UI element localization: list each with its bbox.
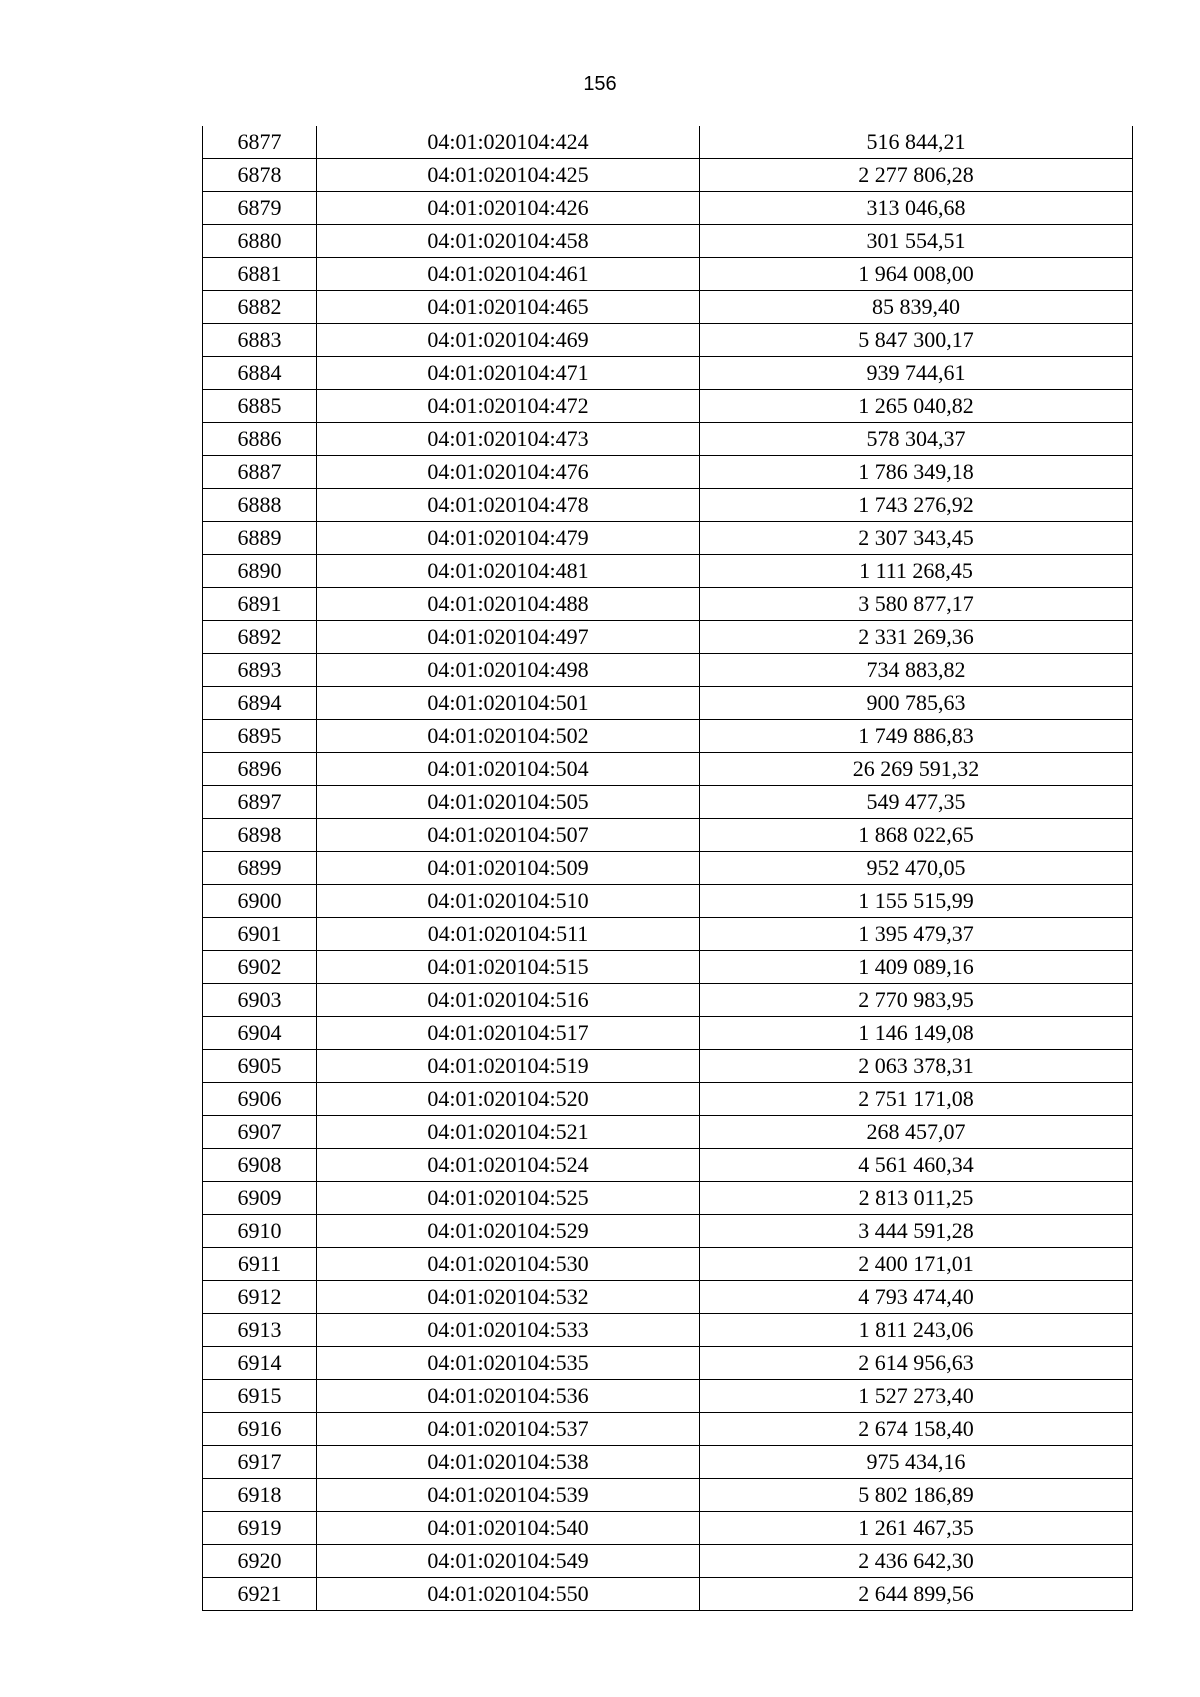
value-cell: 2 770 983,95 <box>700 984 1133 1017</box>
row-number-cell: 6896 <box>203 753 317 786</box>
value-cell: 1 261 467,35 <box>700 1512 1133 1545</box>
cadastral-number-cell: 04:01:020104:507 <box>317 819 700 852</box>
row-number-cell: 6883 <box>203 324 317 357</box>
cadastral-number-cell: 04:01:020104:501 <box>317 687 700 720</box>
value-cell: 3 580 877,17 <box>700 588 1133 621</box>
row-number-cell: 6888 <box>203 489 317 522</box>
row-number-cell: 6893 <box>203 654 317 687</box>
cadastral-number-cell: 04:01:020104:478 <box>317 489 700 522</box>
row-number-cell: 6892 <box>203 621 317 654</box>
row-number-cell: 6912 <box>203 1281 317 1314</box>
row-number-cell: 6914 <box>203 1347 317 1380</box>
value-cell: 952 470,05 <box>700 852 1133 885</box>
table-row <box>203 1413 1133 1446</box>
table-row <box>203 522 1133 555</box>
cadastral-number-cell: 04:01:020104:537 <box>317 1413 700 1446</box>
value-cell: 975 434,16 <box>700 1446 1133 1479</box>
row-number-cell: 6898 <box>203 819 317 852</box>
cadastral-number-cell: 04:01:020104:458 <box>317 225 700 258</box>
value-cell: 2 400 171,01 <box>700 1248 1133 1281</box>
table-row <box>203 258 1133 291</box>
cadastral-number-cell: 04:01:020104:510 <box>317 885 700 918</box>
table-row <box>203 951 1133 984</box>
row-number-cell: 6878 <box>203 159 317 192</box>
row-number-cell: 6915 <box>203 1380 317 1413</box>
table-row <box>203 1149 1133 1182</box>
table-row <box>203 819 1133 852</box>
cadastral-number-cell: 04:01:020104:461 <box>317 258 700 291</box>
cadastral-number-cell: 04:01:020104:550 <box>317 1578 700 1611</box>
value-cell: 2 063 378,31 <box>700 1050 1133 1083</box>
table-row <box>203 357 1133 390</box>
row-number-cell: 6897 <box>203 786 317 819</box>
cadastral-number-cell: 04:01:020104:520 <box>317 1083 700 1116</box>
cadastral-number-cell: 04:01:020104:538 <box>317 1446 700 1479</box>
table-row <box>203 489 1133 522</box>
cadastral-number-cell: 04:01:020104:465 <box>317 291 700 324</box>
cadastral-number-cell: 04:01:020104:472 <box>317 390 700 423</box>
value-cell: 2 331 269,36 <box>700 621 1133 654</box>
value-cell: 2 674 158,40 <box>700 1413 1133 1446</box>
table-row <box>203 159 1133 192</box>
value-cell: 1 749 886,83 <box>700 720 1133 753</box>
row-number-cell: 6889 <box>203 522 317 555</box>
table-row <box>203 192 1133 225</box>
cadastral-number-cell: 04:01:020104:426 <box>317 192 700 225</box>
value-cell: 1 811 243,06 <box>700 1314 1133 1347</box>
value-cell: 2 751 171,08 <box>700 1083 1133 1116</box>
value-cell: 4 793 474,40 <box>700 1281 1133 1314</box>
value-cell: 939 744,61 <box>700 357 1133 390</box>
value-cell: 3 444 591,28 <box>700 1215 1133 1248</box>
cadastral-number-cell: 04:01:020104:536 <box>317 1380 700 1413</box>
table-row <box>203 720 1133 753</box>
table-row <box>203 621 1133 654</box>
table-row <box>203 1446 1133 1479</box>
row-number-cell: 6885 <box>203 390 317 423</box>
table-row <box>203 1050 1133 1083</box>
cadastral-number-cell: 04:01:020104:502 <box>317 720 700 753</box>
table-row <box>203 852 1133 885</box>
cadastral-number-cell: 04:01:020104:535 <box>317 1347 700 1380</box>
value-cell: 1 527 273,40 <box>700 1380 1133 1413</box>
table-row <box>203 753 1133 786</box>
row-number-cell: 6882 <box>203 291 317 324</box>
value-cell: 85 839,40 <box>700 291 1133 324</box>
cadastral-number-cell: 04:01:020104:539 <box>317 1479 700 1512</box>
row-number-cell: 6908 <box>203 1149 317 1182</box>
value-cell: 549 477,35 <box>700 786 1133 819</box>
row-number-cell: 6909 <box>203 1182 317 1215</box>
row-number-cell: 6917 <box>203 1446 317 1479</box>
value-cell: 2 307 343,45 <box>700 522 1133 555</box>
row-number-cell: 6905 <box>203 1050 317 1083</box>
table-row <box>203 687 1133 720</box>
cadastral-number-cell: 04:01:020104:473 <box>317 423 700 456</box>
row-number-cell: 6877 <box>203 126 317 159</box>
cadastral-number-cell: 04:01:020104:469 <box>317 324 700 357</box>
value-cell: 268 457,07 <box>700 1116 1133 1149</box>
value-cell: 26 269 591,32 <box>700 753 1133 786</box>
row-number-cell: 6879 <box>203 192 317 225</box>
cadastral-number-cell: 04:01:020104:515 <box>317 951 700 984</box>
table-body <box>203 126 1133 1611</box>
cadastral-number-cell: 04:01:020104:540 <box>317 1512 700 1545</box>
cadastral-number-cell: 04:01:020104:533 <box>317 1314 700 1347</box>
table-row <box>203 1545 1133 1578</box>
table-row <box>203 1512 1133 1545</box>
value-cell: 1 111 268,45 <box>700 555 1133 588</box>
row-number-cell: 6918 <box>203 1479 317 1512</box>
row-number-cell: 6921 <box>203 1578 317 1611</box>
row-number-cell: 6895 <box>203 720 317 753</box>
value-cell: 1 146 149,08 <box>700 1017 1133 1050</box>
value-cell: 578 304,37 <box>700 423 1133 456</box>
cadastral-number-cell: 04:01:020104:424 <box>317 126 700 159</box>
row-number-cell: 6911 <box>203 1248 317 1281</box>
row-number-cell: 6880 <box>203 225 317 258</box>
value-cell: 2 436 642,30 <box>700 1545 1133 1578</box>
cadastral-number-cell: 04:01:020104:498 <box>317 654 700 687</box>
table-container <box>202 126 1133 1611</box>
row-number-cell: 6920 <box>203 1545 317 1578</box>
cadastral-number-cell: 04:01:020104:521 <box>317 1116 700 1149</box>
row-number-cell: 6899 <box>203 852 317 885</box>
value-cell: 5 802 186,89 <box>700 1479 1133 1512</box>
value-cell: 1 395 479,37 <box>700 918 1133 951</box>
table-row <box>203 1083 1133 1116</box>
row-number-cell: 6904 <box>203 1017 317 1050</box>
cadastral-number-cell: 04:01:020104:471 <box>317 357 700 390</box>
cadastral-number-cell: 04:01:020104:549 <box>317 1545 700 1578</box>
value-cell: 2 277 806,28 <box>700 159 1133 192</box>
cadastral-number-cell: 04:01:020104:509 <box>317 852 700 885</box>
row-number-cell: 6901 <box>203 918 317 951</box>
cadastral-number-cell: 04:01:020104:532 <box>317 1281 700 1314</box>
row-number-cell: 6894 <box>203 687 317 720</box>
cadastral-number-cell: 04:01:020104:524 <box>317 1149 700 1182</box>
value-cell: 734 883,82 <box>700 654 1133 687</box>
cadastral-number-cell: 04:01:020104:425 <box>317 159 700 192</box>
row-number-cell: 6913 <box>203 1314 317 1347</box>
cadastral-number-cell: 04:01:020104:479 <box>317 522 700 555</box>
table-row <box>203 225 1133 258</box>
cadastral-number-cell: 04:01:020104:519 <box>317 1050 700 1083</box>
row-number-cell: 6919 <box>203 1512 317 1545</box>
row-number-cell: 6916 <box>203 1413 317 1446</box>
table-row <box>203 291 1133 324</box>
table-row <box>203 1248 1133 1281</box>
row-number-cell: 6902 <box>203 951 317 984</box>
cadastral-number-cell: 04:01:020104:511 <box>317 918 700 951</box>
cadastral-number-cell: 04:01:020104:530 <box>317 1248 700 1281</box>
cadastral-number-cell: 04:01:020104:516 <box>317 984 700 1017</box>
row-number-cell: 6903 <box>203 984 317 1017</box>
table-row <box>203 324 1133 357</box>
table-row <box>203 1017 1133 1050</box>
value-cell: 516 844,21 <box>700 126 1133 159</box>
table-row <box>203 1281 1133 1314</box>
row-number-cell: 6906 <box>203 1083 317 1116</box>
value-cell: 4 561 460,34 <box>700 1149 1133 1182</box>
value-cell: 1 964 008,00 <box>700 258 1133 291</box>
row-number-cell: 6907 <box>203 1116 317 1149</box>
table-row <box>203 1380 1133 1413</box>
table-row <box>203 984 1133 1017</box>
row-number-cell: 6884 <box>203 357 317 390</box>
value-cell: 2 813 011,25 <box>700 1182 1133 1215</box>
value-cell: 1 743 276,92 <box>700 489 1133 522</box>
cadastral-number-cell: 04:01:020104:505 <box>317 786 700 819</box>
value-cell: 1 265 040,82 <box>700 390 1133 423</box>
table-row <box>203 456 1133 489</box>
table-row <box>203 918 1133 951</box>
cadastral-number-cell: 04:01:020104:504 <box>317 753 700 786</box>
table-row <box>203 1182 1133 1215</box>
cadastral-number-cell: 04:01:020104:488 <box>317 588 700 621</box>
value-cell: 313 046,68 <box>700 192 1133 225</box>
value-cell: 2 644 899,56 <box>700 1578 1133 1611</box>
row-number-cell: 6891 <box>203 588 317 621</box>
cadastral-number-cell: 04:01:020104:517 <box>317 1017 700 1050</box>
table-row <box>203 1215 1133 1248</box>
row-number-cell: 6886 <box>203 423 317 456</box>
table-row <box>203 885 1133 918</box>
value-cell: 1 868 022,65 <box>700 819 1133 852</box>
row-number-cell: 6890 <box>203 555 317 588</box>
table-row <box>203 555 1133 588</box>
value-cell: 1 155 515,99 <box>700 885 1133 918</box>
cadastral-number-cell: 04:01:020104:525 <box>317 1182 700 1215</box>
page-number: 156 <box>583 73 617 95</box>
value-cell: 2 614 956,63 <box>700 1347 1133 1380</box>
cadastral-number-cell: 04:01:020104:497 <box>317 621 700 654</box>
row-number-cell: 6881 <box>203 258 317 291</box>
table-row <box>203 390 1133 423</box>
table-row <box>203 126 1133 159</box>
value-cell: 1 786 349,18 <box>700 456 1133 489</box>
cadastral-number-cell: 04:01:020104:481 <box>317 555 700 588</box>
cadastral-number-cell: 04:01:020104:529 <box>317 1215 700 1248</box>
cadastral-value-table <box>202 126 1133 1611</box>
table-row <box>203 423 1133 456</box>
table-row <box>203 1116 1133 1149</box>
value-cell: 900 785,63 <box>700 687 1133 720</box>
cadastral-number-cell: 04:01:020104:476 <box>317 456 700 489</box>
table-row <box>203 1479 1133 1512</box>
table-row <box>203 1347 1133 1380</box>
table-row <box>203 588 1133 621</box>
value-cell: 301 554,51 <box>700 225 1133 258</box>
table-row <box>203 786 1133 819</box>
table-row <box>203 1314 1133 1347</box>
value-cell: 1 409 089,16 <box>700 951 1133 984</box>
row-number-cell: 6910 <box>203 1215 317 1248</box>
row-number-cell: 6900 <box>203 885 317 918</box>
row-number-cell: 6887 <box>203 456 317 489</box>
table-row <box>203 1578 1133 1611</box>
table-row <box>203 654 1133 687</box>
value-cell: 5 847 300,17 <box>700 324 1133 357</box>
